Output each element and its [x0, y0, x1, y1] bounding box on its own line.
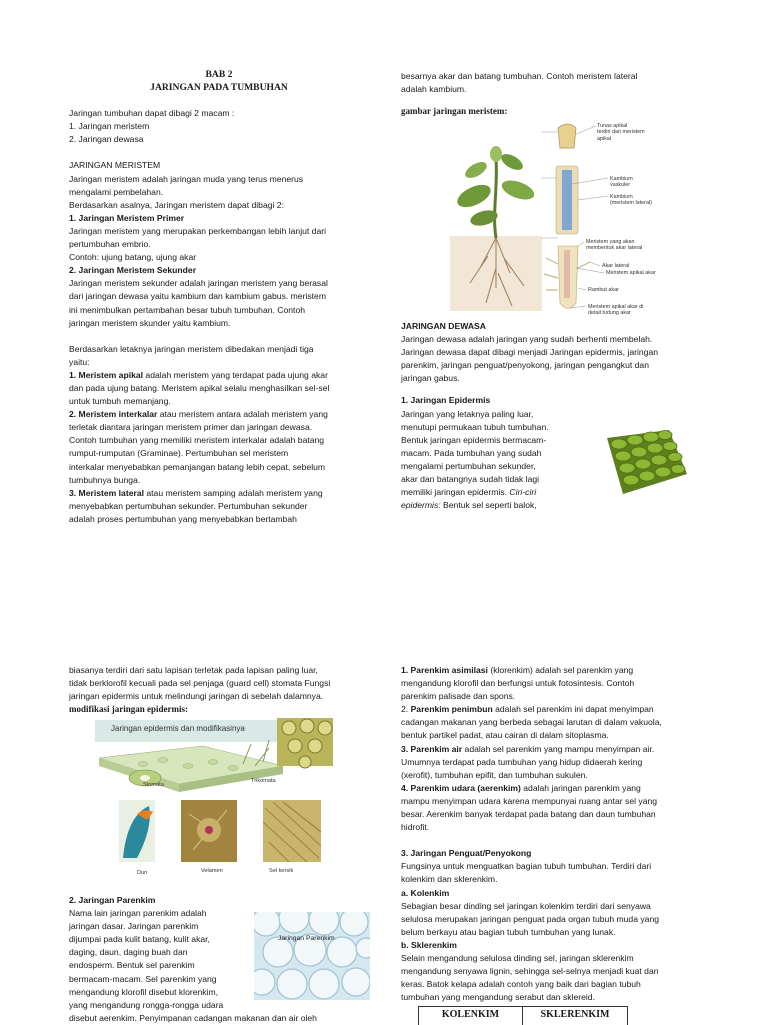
body-text: hidrofit.: [401, 822, 430, 833]
body-text: disebut aerenkim. Penyimpanan cadangan makanan dan air oleh: [69, 1012, 317, 1023]
body-text: biasanya terdiri dari satu lapisan terletak pada lapisan paling luar,: [69, 665, 318, 675]
body-text: selulosa merupakan jaringan penguat pada organ tubuh muda yang: [401, 913, 660, 924]
table-header-kolenkim: KOLENKIM: [419, 1007, 523, 1025]
body-text: dan pada ujung batang. Meristem apikal selalu menghasilkan sel-sel: [69, 382, 330, 393]
body-text: 3. Meristem lateral atau meristem samping adalah meristem yang: [69, 487, 323, 498]
figure-caption: gambar jaringan meristem:: [401, 106, 508, 117]
page1-right-column: [401, 70, 711, 118]
body-text: adalah proses pertumbuhan yang menyebabkan bertambah: [69, 513, 297, 524]
body-text: tumbuhan yang mengandung serabut dan sklereid.: [401, 992, 595, 1003]
body-text: 2. Meristem interkalar atau meristem antara adalah meristem yang: [69, 409, 328, 420]
page2-right-column: 1. Parenkim asimilasi (klorenkim) adalah sel parenkim yang mengandung klorofil dan berfungsi untuk fotosintesis. Contoh parenkim palisade dan spons. 2. Parenkim penimbun adalah sel parenkim ini dapat menyimpan cadangan makanan yang berbeda sebagai larutan di dalam vakuola, bentuk partikel padat, atau cairan di dalam sitoplasma. 3. Parenkim air adalah sel parenkim yang mampu menyimpan air. Umumnya terdapat pada tumbuhan yang hidup didaerah kering (xerofit), tumbuhan epifit, dan tumbuhan sukulen. 4. Parenkim udara (aerenkim) adalah jaringan parenkim yang mampu menyimpan udara karena mempunyai ruang antar sel yang besar. Aerenkim banyak terdapat pada batang dan daun tumbuhan hidrofit. 3. Jaringan Penguat/Penyokong Fungsinya untuk menguatkan bagian tubuh tumbuhan. Terdiri dari kolenkim dan sklerenkim. a. Kolenkim Sebagian besar dinding sel jaringan kolenkim terdiri dari senyawa selulosa merupakan jaringan penguat pada organ tubuh muda yang belum berkayu atau bagian tubuh tumbuhan yang lunak. b. Sklerenkim Selain mengandung selulosa dinding sel, jaringan sklerenkim mengandung senyawa lignin, sehingga sel-selnya menjadi kuat dan keras. Batok kelapa adalah contoh yang baik dari bagian tubuh tumbuhan yang mengandung serabut dan sklereid.: [401, 664, 711, 1004]
body-text: tumbuhnya bunga.: [69, 474, 141, 485]
body-text: Contoh tumbuhan yang memiliki meristem interkalar adalah batang: [69, 435, 325, 446]
plant-meristem-illustration: [440, 118, 680, 323]
figure-label: Tunas apikal terdiri dari meristem apikal: [597, 123, 645, 142]
body-text: Berdasarkan asalnya, Jaringan meristem dapat dibagi 2:: [69, 199, 284, 210]
body-text: parenkim palisade dan spons.: [401, 691, 516, 702]
page-break: [0, 540, 768, 650]
sub-heading: 2. Jaringan Meristem Sekunder: [69, 265, 197, 276]
body-text: jaringan gabus.: [401, 373, 460, 384]
body-text: Contoh: ujung batang, ujung akar: [69, 252, 197, 263]
figure-label: Meristem apikal akar di detail tudung akar: [588, 304, 644, 317]
body-text: kolenkim dan sklerenkim.: [401, 874, 498, 885]
meristem-figure: [440, 118, 680, 323]
epidermis-cells-image: [597, 428, 689, 498]
body-text: ini menimbulkan pertambahan besar tubuh tumbuhan. Contoh: [69, 304, 306, 315]
chapter-number: BAB 2: [205, 69, 233, 80]
body-text: Selain mengandung selulosa dinding sel, jaringan sklerenkim: [401, 952, 634, 963]
section-heading: JARINGAN DEWASA: [401, 321, 486, 331]
body-text: bentuk partikel padat, atau cairan di dalam sitoplasma.: [401, 730, 609, 741]
intro-text: Jaringan tumbuhan dapat dibagi 2 macam :: [69, 108, 235, 119]
sub-heading: 1. Jaringan Meristem Primer: [69, 212, 185, 223]
body-text: Jaringan meristem adalah jaringan muda yang terus menerus: [69, 173, 304, 184]
body-text: rumput-rumputan (Graminae). Pertumbuhan sel meristem: [69, 448, 289, 459]
body-text: mengandung senyawa lignin, sehingga sel-selnya menjadi kuat dan: [401, 966, 659, 977]
body-text: Umumnya terdapat pada tumbuhan yang hidup didaerah kering: [401, 756, 643, 767]
figure-caption: modifikasi jaringan epidermis:: [69, 704, 189, 715]
body-text: besar. Aerenkim banyak terdapat pada batang dan daun tumbuhan: [401, 809, 656, 820]
table-header-sklerenkim: SKLERENKIM: [540, 1009, 610, 1020]
figure-label: Duri: [137, 870, 148, 876]
figure-label: Kambium vaskuler: [610, 176, 633, 189]
sub-heading: 1. Jaringan Epidermis: [401, 395, 491, 406]
body-text: Fungsinya untuk menguatkan bagian tubuh tumbuhan. Terdiri dari: [401, 861, 652, 872]
body-text: jaringan epidermis untuk melindungi jaringan di sebelah dalamnya.: [69, 691, 324, 702]
body-text: pertumbuhan embrio.: [69, 239, 151, 250]
body-text: adalah kambium.: [401, 84, 467, 95]
figure-label: Kambium (meristem lateral): [610, 194, 652, 207]
body-text: interkalar menyebabkan pemanjangan batang lebih cepat, sebelum: [69, 461, 326, 472]
body-text: mampu menyimpan udara karena mempunyai ruang antar sel yang: [401, 795, 658, 806]
page2-left-column: [69, 664, 369, 716]
chapter-title: JARINGAN PADA TUMBUHAN: [150, 82, 288, 94]
sub-heading: a. Kolenkim: [401, 887, 450, 898]
body-text: dari jaringan dewasa yaitu kambium dan kambium gabus. meristem: [69, 291, 326, 302]
list-item: 2. Jaringan dewasa: [69, 134, 144, 145]
figure-label: Stomata: [143, 782, 164, 788]
body-text: keras. Batok kelapa adalah contoh yang baik dari bagian tubuh: [401, 979, 641, 990]
page1-left-column: [69, 68, 369, 526]
body-text: cadangan makanan yang berbeda sebagai larutan di dalam vakuola,: [401, 717, 662, 728]
epidermis-paragraph: Jaringan yang letaknya paling luar, menutupi permukaan tubuh tumbuhan. Bentuk jaringan epidermis bermacam- macam. Pada tumbuhan yang sudah mengalami pertumbuhan sekunder, akar dan batangnya sudah tidak lagi memiliki jaringan epidermis. Ciri-ciri epidermis: Bentuk sel seperti balok,: [401, 408, 549, 511]
figure-label: Sel kersik: [269, 868, 294, 874]
epidermis-modification-figure: [93, 718, 333, 886]
kolenkim-sklerenkim-table: [418, 1006, 628, 1025]
section-heading: JARINGAN MERISTEM: [69, 160, 161, 171]
figure-label: Meristem apikal akar: [606, 270, 656, 276]
parenkim-cells-image: [254, 912, 370, 1000]
body-text: besarnya akar dan batang tumbuhan. Contoh meristem lateral: [401, 71, 638, 81]
body-text: 1. Meristem apikal adalah meristem yang terdapat pada ujung akar: [69, 369, 328, 380]
list-item: 1. Jaringan meristem: [69, 121, 150, 132]
body-text: yaitu:: [69, 356, 90, 367]
figure-label: Meristem yang akan membentuk akar lateral: [586, 239, 643, 252]
body-text: parenkim, jaringan penguat/penyokong, jaringan pengangkut dan: [401, 360, 649, 371]
body-text: mengandung klorofil dan berfungsi untuk fotosintesis. Contoh: [401, 678, 635, 689]
body-text: Jaringan dewasa dapat dibagi menjadi Jaringan epidermis, jaringan: [401, 347, 659, 358]
body-text: Berdasarkan letaknya jaringan meristem dibedakan menjadi tiga: [69, 343, 314, 354]
body-text: terletak diantara jaringan meristem primer dan jaringan dewasa.: [69, 422, 313, 433]
body-text: belum berkayu atau bagian tubuh tumbuhan yang lunak.: [401, 926, 616, 937]
image-label: Jaringan Parenkim: [278, 935, 335, 942]
body-text: (xerofit), tumbuhan epifit, dan tumbuhan sukulen.: [401, 769, 588, 780]
body-text: mengalami pembelahan.: [69, 186, 164, 197]
body-text: jaringan meristem skunder yaitu kambium.: [69, 317, 231, 328]
body-text: Jaringan meristem yang merupakan perkembangan lebih lanjut dari: [69, 225, 327, 236]
parenkim-paragraph: Nama lain jaringan parenkim adalah jaringan dasar. Jaringan parenkim dijumpai pada kulit batang, kulit akar, daging, daun, daging buah dan endosperm. Bentuk sel parenkim bermacam-macam. Sel parenkim yang mengandung klorofil disebut klorenkim, yang mengandung rongga-rongga udara: [69, 908, 224, 1010]
body-text: Jaringan meristem sekunder adalah jaringan meristem yang berasal: [69, 278, 328, 289]
body-text: Sebagian besar dinding sel jaringan kolenkim terdiri dari senyawa: [401, 900, 651, 911]
figure-label: Rambut akar: [588, 287, 619, 293]
sub-heading: 3. Jaringan Penguat/Penyokong: [401, 848, 532, 859]
sub-heading: 2. Jaringan Parenkim: [69, 895, 156, 905]
figure-label: Akar lateral: [602, 263, 630, 269]
body-text: menyebabkan pertumbuhan sekunder. Pertumbuhan sekunder: [69, 500, 308, 511]
sub-heading: b. Sklerenkim: [401, 939, 457, 950]
figure-label: Velamen: [201, 868, 223, 874]
body-text: untuk tumbuh memanjang.: [69, 396, 171, 407]
figure-title: Jaringan epidermis dan modifikasinya: [111, 724, 245, 733]
page-2: [0, 650, 768, 1024]
body-text: tidak berklorofil kecuali pada sel penjaga (guard cell) stomata Fungsi: [69, 678, 331, 689]
body-text: Jaringan dewasa adalah jaringan yang sudah berhenti membelah.: [401, 334, 653, 345]
figure-label: Trikomata: [251, 778, 276, 784]
